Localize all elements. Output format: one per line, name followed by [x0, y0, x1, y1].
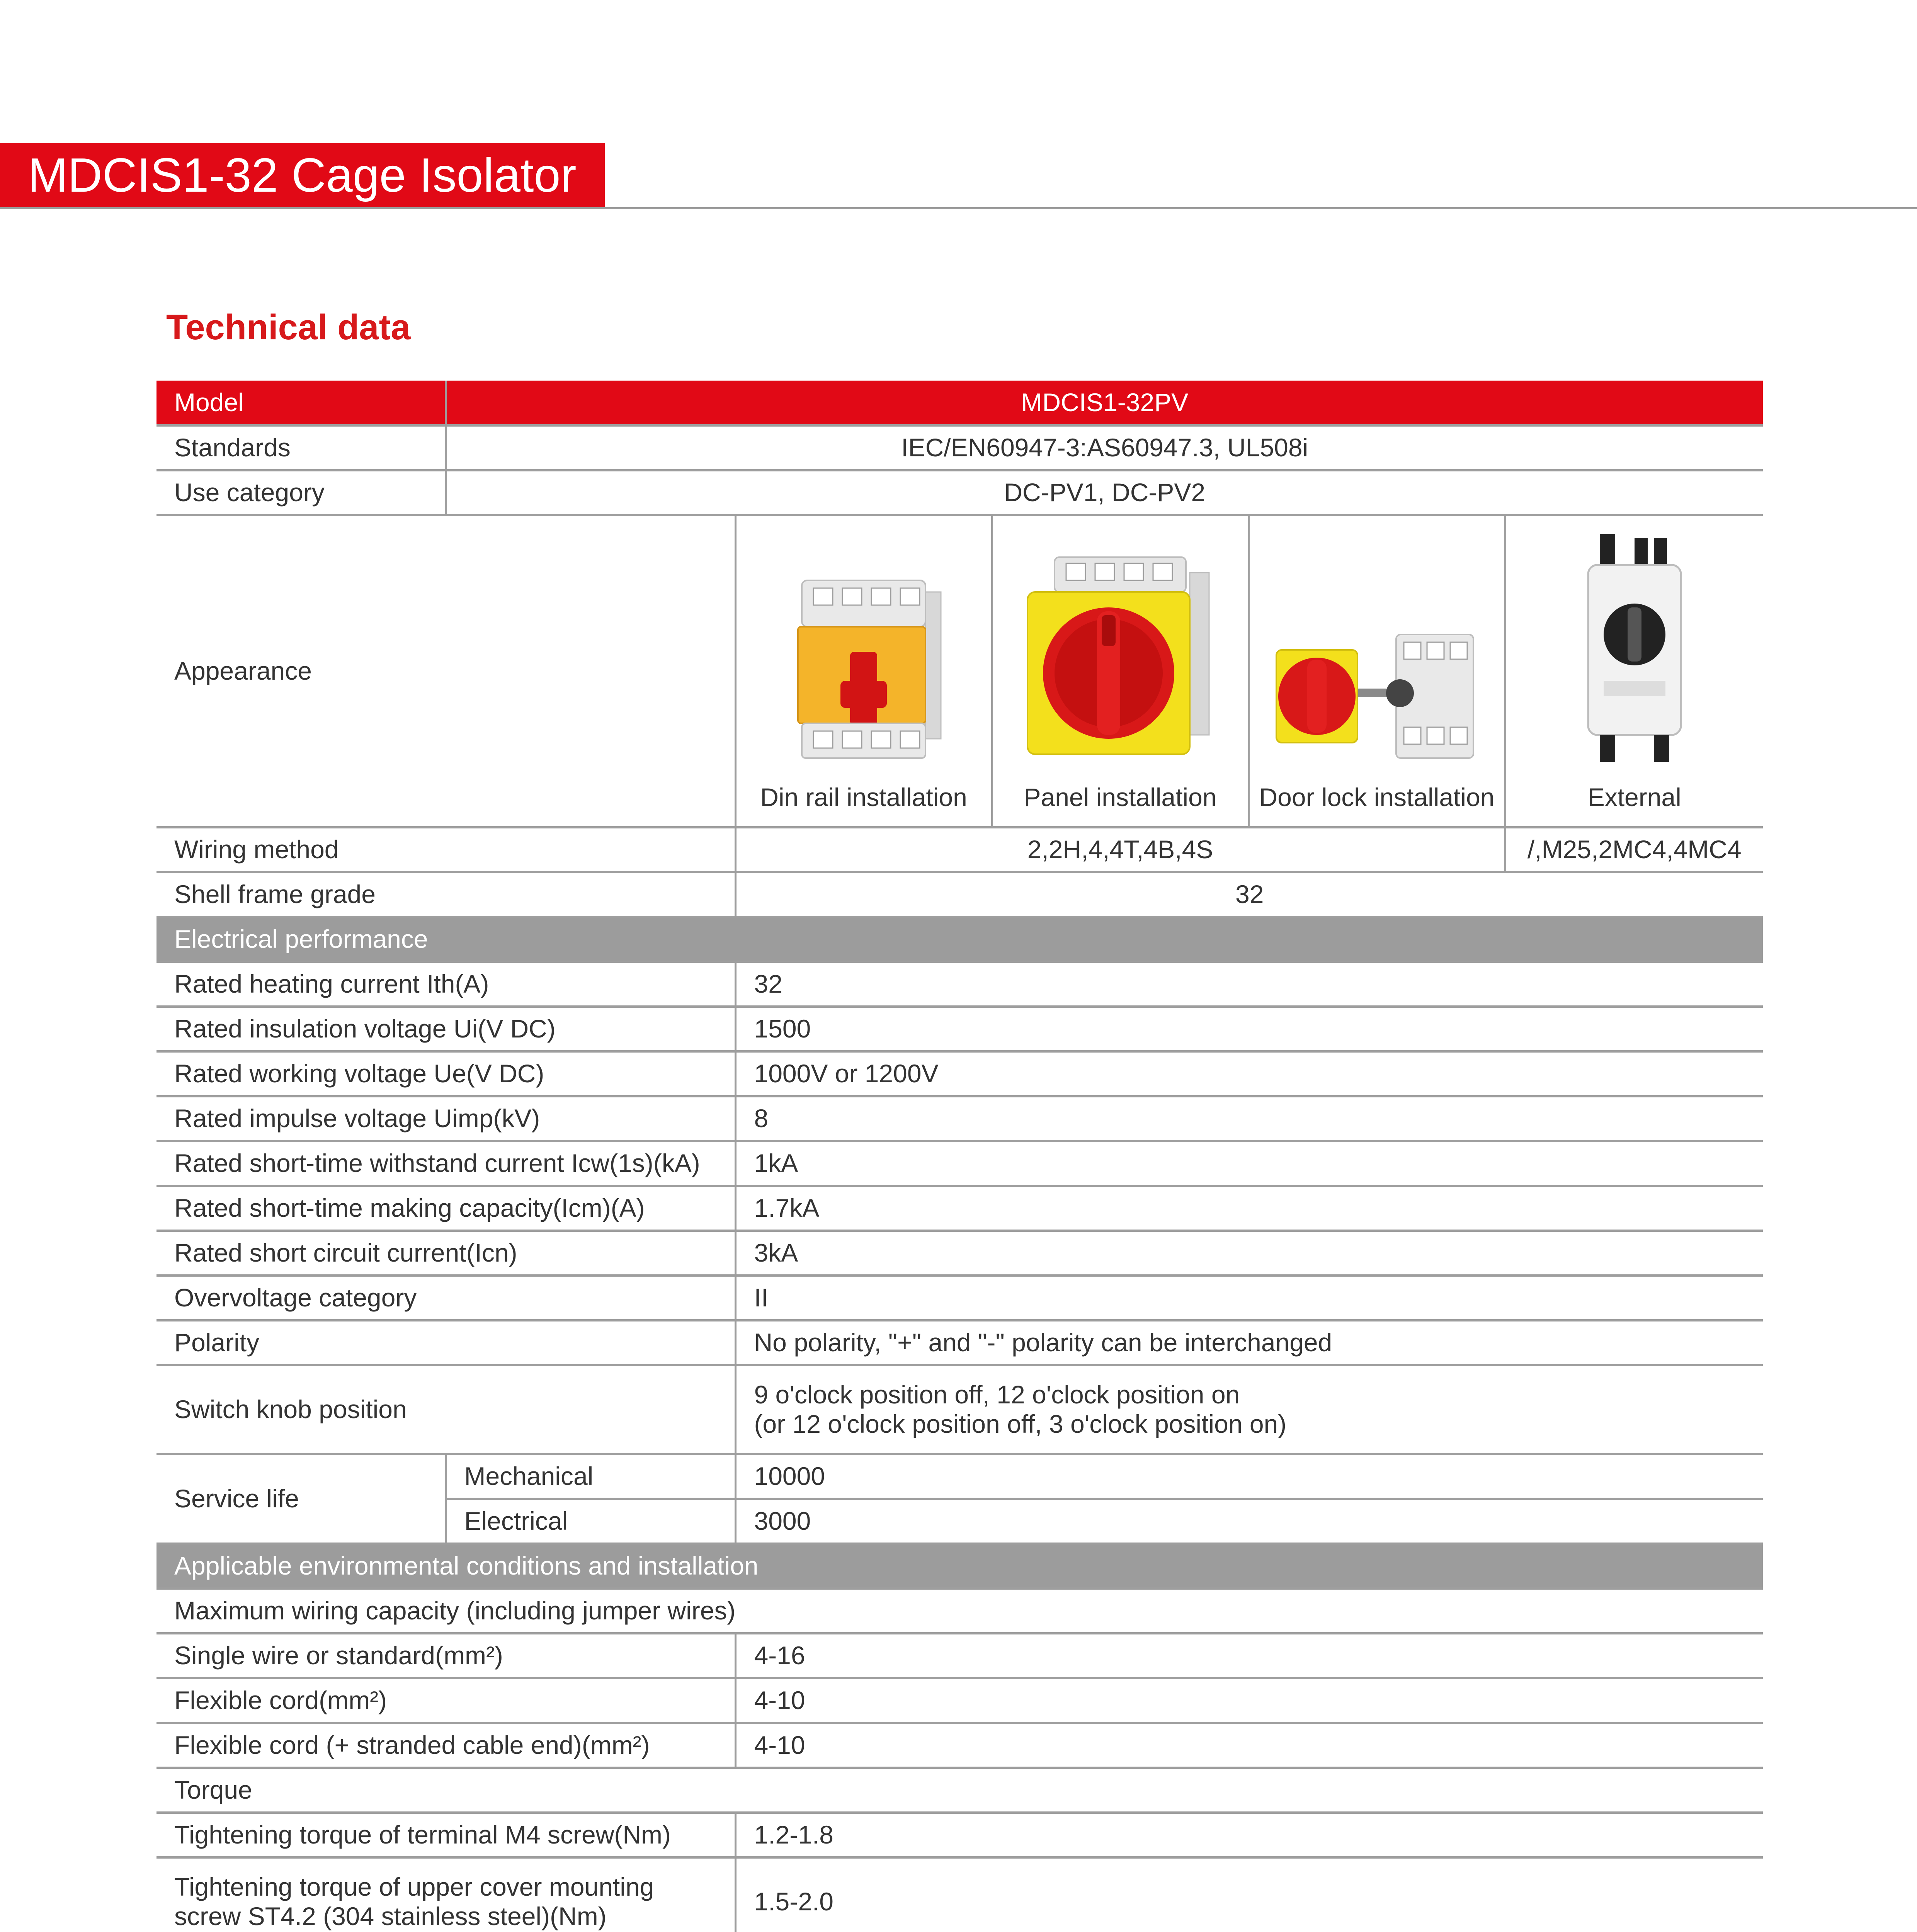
wiring-capacity-heading: Maximum wiring capacity (including jumper wires) [156, 1588, 1763, 1633]
row-label: Rated short-time withstand current Icw(1s)(kA) [156, 1141, 735, 1186]
wiring-method-value: 2,2H,4,4T,4B,4S [735, 827, 1505, 872]
table-row [156, 1186, 1763, 1231]
row-label: Rated short-time making capacity(Icm)(A) [156, 1186, 735, 1231]
appearance-label: Appearance [156, 515, 735, 827]
knob-position-value [735, 1365, 1763, 1454]
external-caption: External [1587, 783, 1681, 812]
service-life-label: Service life [156, 1454, 446, 1544]
knob-position-label: Switch knob position [156, 1365, 735, 1454]
table-row [156, 1141, 1763, 1186]
table-row [156, 1678, 1763, 1723]
model-value: MDCIS1-32PV [446, 381, 1763, 425]
table-row [156, 1276, 1763, 1320]
table-row-use-category [156, 470, 1763, 515]
subheading-torque [156, 1768, 1763, 1813]
electrical-label: Electrical [446, 1499, 735, 1544]
section-heading: Technical data [166, 308, 411, 347]
section-environmental [156, 1544, 1763, 1588]
row-label: Polarity [156, 1320, 735, 1365]
mechanical-value: 10000 [735, 1454, 1763, 1499]
cover-torque-value: 1.5-2.0 [735, 1857, 1763, 1932]
table-row-shell-frame [156, 872, 1763, 917]
row-value: 4-10 [735, 1723, 1763, 1768]
row-label: Flexible cord (+ stranded cable end)(mm²) [156, 1723, 735, 1768]
din-rail-isolator-icon [771, 565, 956, 766]
table-row [156, 1813, 1763, 1857]
torque-heading: Torque [156, 1768, 1763, 1813]
table-row [156, 1320, 1763, 1365]
table-row-knob-position [156, 1365, 1763, 1454]
row-label: Rated heating current Ith(A) [156, 962, 735, 1007]
row-value: 1kA [735, 1141, 1763, 1186]
mechanical-label: Mechanical [446, 1454, 735, 1499]
cover-torque-line-2: screw ST4.2 (304 stainless steel)(Nm) [174, 1902, 607, 1930]
door-lock-isolator-icon [1269, 627, 1485, 766]
appearance-external [1505, 515, 1763, 827]
model-label: Model [156, 381, 446, 425]
subheading-wiring-capacity [156, 1588, 1763, 1633]
panel-caption: Panel installation [1024, 783, 1217, 812]
door-lock-caption: Door lock installation [1259, 783, 1495, 812]
appearance-door-lock [1249, 515, 1505, 827]
row-value: 8 [735, 1096, 1763, 1141]
row-value: 1.7kA [735, 1186, 1763, 1231]
electrical-heading: Electrical performance [156, 917, 1763, 962]
standards-value: IEC/EN60947-3:AS60947.3, UL508i [446, 425, 1763, 470]
row-value: 1.2-1.8 [735, 1813, 1763, 1857]
table-row [156, 962, 1763, 1007]
row-label: Rated insulation voltage Ui(V DC) [156, 1007, 735, 1051]
row-value: 32 [735, 962, 1763, 1007]
title-divider [0, 207, 1917, 209]
row-label: Overvoltage category [156, 1276, 735, 1320]
table-row [156, 1051, 1763, 1096]
row-label: Rated working voltage Ue(V DC) [156, 1051, 735, 1096]
environmental-heading: Applicable environmental conditions and installation [156, 1544, 1763, 1588]
row-label: Flexible cord(mm²) [156, 1678, 735, 1723]
table-row [156, 1007, 1763, 1051]
table-row-standards [156, 425, 1763, 470]
standards-label: Standards [156, 425, 446, 470]
page-title: MDCIS1-32 Cage Isolator [28, 149, 577, 202]
table-row-model [156, 381, 1763, 425]
use-category-value: DC-PV1, DC-PV2 [446, 470, 1763, 515]
wiring-method-external-value: /,M25,2MC4,4MC4 [1505, 827, 1763, 872]
table-row-cover-torque [156, 1857, 1763, 1932]
table-row [156, 1723, 1763, 1768]
table-row [156, 1096, 1763, 1141]
technical-data-table [156, 381, 1763, 1932]
table-row [156, 1633, 1763, 1678]
row-label: Rated impulse voltage Uimp(kV) [156, 1096, 735, 1141]
table-row-service-life-mechanical [156, 1454, 1763, 1499]
row-label: Tightening torque of terminal M4 screw(Nm) [156, 1813, 735, 1857]
row-value: 1000V or 1200V [735, 1051, 1763, 1096]
row-value: 1500 [735, 1007, 1763, 1051]
knob-position-line-2: (or 12 o'clock position off, 3 o'clock position on) [754, 1410, 1287, 1438]
shell-frame-value: 32 [735, 872, 1763, 917]
electrical-value: 3000 [735, 1499, 1763, 1544]
cover-torque-line-1: Tightening torque of upper cover mounting [174, 1872, 654, 1901]
section-electrical [156, 917, 1763, 962]
knob-position-line-1: 9 o'clock position off, 12 o'clock position on [754, 1380, 1240, 1409]
row-label: Rated short circuit current(Icn) [156, 1231, 735, 1276]
din-rail-caption: Din rail installation [760, 783, 967, 812]
row-label: Single wire or standard(mm²) [156, 1633, 735, 1678]
shell-frame-label: Shell frame grade [156, 872, 735, 917]
row-value: 3kA [735, 1231, 1763, 1276]
row-value: 4-16 [735, 1633, 1763, 1678]
table-row-appearance [156, 515, 1763, 827]
table-row-wiring-method [156, 827, 1763, 872]
appearance-din-rail [735, 515, 992, 827]
panel-isolator-icon [1012, 549, 1228, 766]
appearance-panel [992, 515, 1249, 827]
table-row [156, 1231, 1763, 1276]
row-value: II [735, 1276, 1763, 1320]
cover-torque-label [156, 1857, 735, 1932]
use-category-label: Use category [156, 470, 446, 515]
row-value: No polarity, "+" and "-" polarity can be interchanged [735, 1320, 1763, 1365]
external-enclosure-icon [1577, 534, 1692, 766]
row-value: 4-10 [735, 1678, 1763, 1723]
wiring-method-label: Wiring method [156, 827, 735, 872]
